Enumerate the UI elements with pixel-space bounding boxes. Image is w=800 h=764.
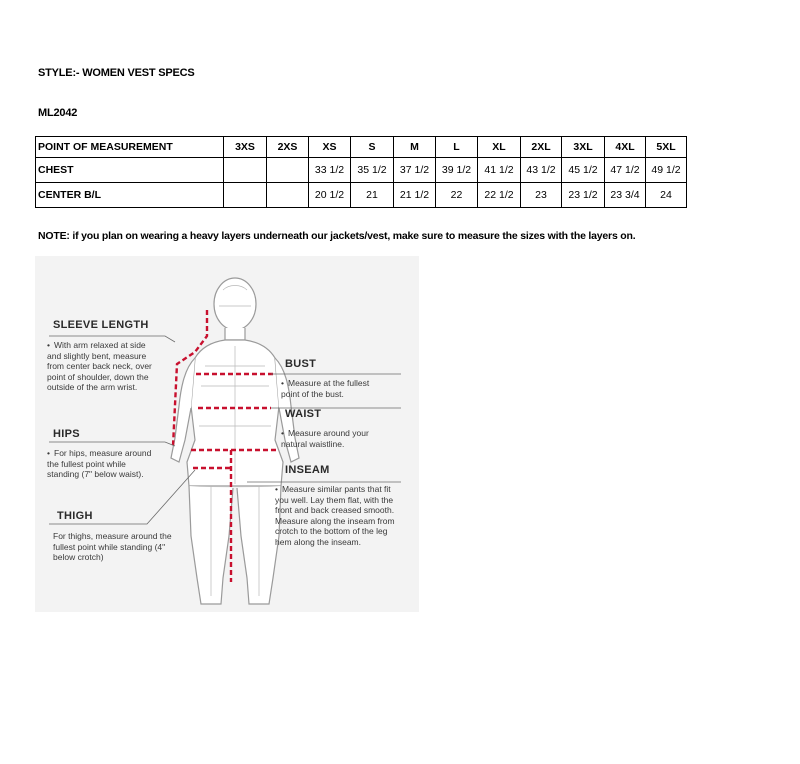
sleeve-length-desc: • With arm relaxed at side and slightly bent, measure from center back neck, over point of shoulder, down the outside of the arm wrist. (47, 340, 152, 392)
header-cell: XL (478, 137, 521, 158)
bust-text: Measure at the fullest point of the bust. (281, 378, 370, 399)
header-cell: XS (309, 137, 351, 158)
hips-desc: • For hips, measure around the fullest point while standing (7" below waist). (47, 448, 152, 479)
row-label: CHEST (36, 158, 224, 183)
header-cell: 4XL (605, 137, 646, 158)
bust-desc: • Measure at the fullest point of the bust. (281, 378, 370, 399)
waist-desc: • Measure around your natural waistline. (281, 428, 369, 449)
table-cell: 22 1/2 (478, 183, 521, 208)
header-cell: 2XS (267, 137, 309, 158)
table-row (36, 158, 687, 183)
table-cell (224, 183, 267, 208)
waist-title: WAIST (285, 408, 322, 420)
waist-text: Measure around your natural waistline. (281, 428, 369, 449)
header-cell: 5XL (646, 137, 687, 158)
table-cell: 24 (646, 183, 687, 208)
table-cell: 33 1/2 (309, 158, 351, 183)
row-label: CENTER B/L (36, 183, 224, 208)
table-cell: 37 1/2 (394, 158, 436, 183)
header-cell: 3XS (224, 137, 267, 158)
table-header-row (36, 137, 687, 158)
table-cell: 39 1/2 (436, 158, 478, 183)
table-cell: 49 1/2 (646, 158, 687, 183)
inseam-title: INSEAM (285, 464, 330, 476)
header-cell: S (351, 137, 394, 158)
table-cell: 23 3/4 (605, 183, 646, 208)
header-cell: 3XL (562, 137, 605, 158)
table-cell: 23 (521, 183, 562, 208)
style-code: ML2042 (38, 107, 78, 119)
sleeve-length-title: SLEEVE LENGTH (53, 319, 149, 331)
table-cell: 23 1/2 (562, 183, 605, 208)
table-cell: 41 1/2 (478, 158, 521, 183)
thigh-desc: For thighs, measure around the fullest point while standing (4" below crotch) (53, 531, 172, 562)
table-cell: 21 (351, 183, 394, 208)
table-cell: 43 1/2 (521, 158, 562, 183)
table-cell (267, 158, 309, 183)
thigh-title: THIGH (57, 510, 93, 522)
layering-note: NOTE: if you plan on wearing a heavy layers underneath our jackets/vest, make sure to measure the sizes with the layers on. (38, 230, 636, 242)
table-cell: 21 1/2 (394, 183, 436, 208)
table-row (36, 183, 687, 208)
style-title: STYLE:- WOMEN VEST SPECS (38, 67, 195, 79)
measurement-guide (35, 256, 419, 612)
inseam-desc: • Measure similar pants that fit you well. Lay them flat, with the front and back creased smooth. Measure along the inseam from crotch to the bottom of the leg hem along the inseam. (275, 484, 395, 547)
sleeve-length-text: With arm relaxed at side and slightly bent, measure from center back neck, over point of shoulder, down the outside of the arm wrist. (47, 340, 152, 392)
header-cell: POINT OF MEASUREMENT (36, 137, 224, 158)
table-cell (267, 183, 309, 208)
header-cell: L (436, 137, 478, 158)
hips-title: HIPS (53, 428, 80, 440)
table-cell: 20 1/2 (309, 183, 351, 208)
bust-title: BUST (285, 358, 317, 370)
inseam-text: Measure similar pants that fit you well. Lay them flat, with the front and back creased smooth. Measure along the inseam from crotch to the bottom of the leg hem along the inseam. (275, 484, 395, 547)
table-cell: 22 (436, 183, 478, 208)
spec-table (35, 136, 687, 208)
header-cell: M (394, 137, 436, 158)
header-cell: 2XL (521, 137, 562, 158)
table-cell: 35 1/2 (351, 158, 394, 183)
table-cell: 45 1/2 (562, 158, 605, 183)
hips-text: For hips, measure around the fullest point while standing (7" below waist). (47, 448, 152, 479)
table-cell: 47 1/2 (605, 158, 646, 183)
table-cell (224, 158, 267, 183)
